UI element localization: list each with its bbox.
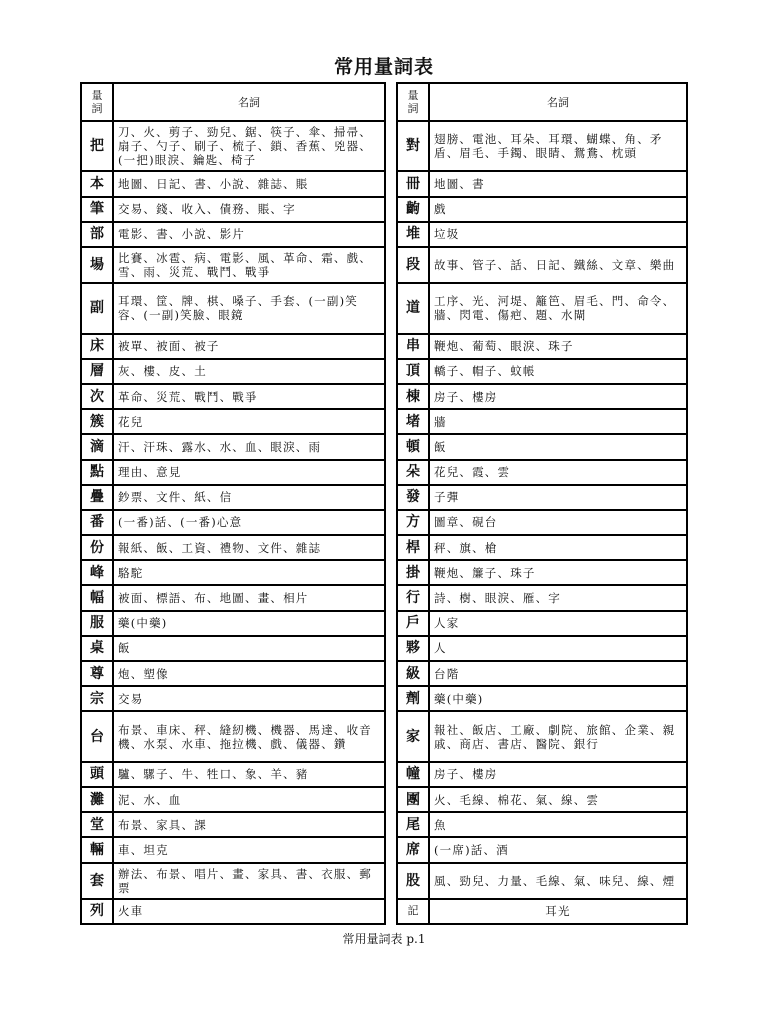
nouns-cell: 人家 bbox=[429, 611, 687, 636]
header-measure-word: 量 詞 bbox=[397, 83, 429, 121]
measure-word-cell: 本 bbox=[81, 171, 113, 196]
measure-word-cell: 發 bbox=[397, 485, 429, 510]
table-row bbox=[81, 359, 385, 384]
measure-word-cell: 齣 bbox=[397, 197, 429, 222]
measure-word-cell: 段 bbox=[397, 247, 429, 283]
measure-word-cell: 峰 bbox=[81, 560, 113, 585]
measure-word-cell: 道 bbox=[397, 283, 429, 333]
measure-word-cell: 灘 bbox=[81, 787, 113, 812]
nouns-cell: 汗、汗珠、露水、水、血、眼淚、雨 bbox=[113, 434, 385, 459]
measure-word-cell: 家 bbox=[397, 711, 429, 761]
table-row bbox=[397, 485, 687, 510]
measure-word-cell: 滴 bbox=[81, 434, 113, 459]
table-row bbox=[81, 560, 385, 585]
table-row bbox=[397, 359, 687, 384]
measure-word-table-left bbox=[80, 82, 386, 925]
measure-word-cell: 桌 bbox=[81, 636, 113, 661]
nouns-cell: 藥(中藥) bbox=[113, 611, 385, 636]
table-row bbox=[81, 787, 385, 812]
measure-word-tables bbox=[80, 82, 688, 925]
table-row bbox=[397, 434, 687, 459]
nouns-cell: 飯 bbox=[113, 636, 385, 661]
table-row bbox=[397, 661, 687, 686]
measure-word-cell: 冊 bbox=[397, 171, 429, 196]
table-row bbox=[397, 460, 687, 485]
nouns-cell: 報紙、飯、工資、禮物、文件、雜誌 bbox=[113, 535, 385, 560]
header-nouns: 名詞 bbox=[429, 83, 687, 121]
nouns-cell: 布景、家具、課 bbox=[113, 812, 385, 837]
table-row bbox=[397, 334, 687, 359]
table-row bbox=[397, 247, 687, 283]
nouns-cell: 革命、災荒、戰鬥、戰爭 bbox=[113, 384, 385, 409]
nouns-cell: 圖章、硯台 bbox=[429, 510, 687, 535]
measure-word-cell: 掛 bbox=[397, 560, 429, 585]
nouns-cell: 泥、水、血 bbox=[113, 787, 385, 812]
nouns-cell: 詩、樹、眼淚、雁、字 bbox=[429, 585, 687, 610]
measure-word-cell: 記 bbox=[397, 899, 429, 924]
table-row bbox=[397, 686, 687, 711]
nouns-cell: (一番)話、(一番)心意 bbox=[113, 510, 385, 535]
table-row bbox=[81, 460, 385, 485]
nouns-cell: 花兒、霞、雲 bbox=[429, 460, 687, 485]
nouns-cell: 人 bbox=[429, 636, 687, 661]
table-row bbox=[81, 409, 385, 434]
nouns-cell: 火、毛線、棉花、氣、線、雲 bbox=[429, 787, 687, 812]
measure-word-cell: 堵 bbox=[397, 409, 429, 434]
table-row bbox=[81, 837, 385, 862]
measure-word-cell: 簇 bbox=[81, 409, 113, 434]
measure-word-cell: 棟 bbox=[397, 384, 429, 409]
table-row bbox=[81, 863, 385, 899]
table-row bbox=[397, 787, 687, 812]
nouns-cell: 戲 bbox=[429, 197, 687, 222]
nouns-cell: 駱駝 bbox=[113, 560, 385, 585]
measure-word-cell: 堆 bbox=[397, 222, 429, 247]
table-row bbox=[81, 711, 385, 761]
table-row bbox=[81, 384, 385, 409]
table-row bbox=[397, 762, 687, 787]
page-title: 常用量詞表 bbox=[333, 56, 434, 78]
table-row bbox=[81, 636, 385, 661]
measure-word-cell: 串 bbox=[397, 334, 429, 359]
measure-word-cell: 團 bbox=[397, 787, 429, 812]
table-row bbox=[397, 560, 687, 585]
table-row bbox=[397, 611, 687, 636]
table-row bbox=[81, 611, 385, 636]
table-row bbox=[81, 510, 385, 535]
table-row bbox=[81, 283, 385, 333]
nouns-cell: 工序、光、河堤、籬笆、眉毛、門、命令、牆、閃電、傷疤、題、水閘 bbox=[429, 283, 687, 333]
nouns-cell: 房子、樓房 bbox=[429, 384, 687, 409]
nouns-cell: 車、坦克 bbox=[113, 837, 385, 862]
table-row bbox=[397, 585, 687, 610]
measure-word-cell: 尊 bbox=[81, 661, 113, 686]
measure-word-cell: 份 bbox=[81, 535, 113, 560]
nouns-cell: 地圖、日記、書、小說、雜誌、賬 bbox=[113, 171, 385, 196]
nouns-cell: 房子、樓房 bbox=[429, 762, 687, 787]
table-row bbox=[81, 899, 385, 924]
measure-word-cell: 列 bbox=[81, 899, 113, 924]
table-row bbox=[397, 899, 687, 924]
table-row bbox=[81, 171, 385, 196]
nouns-cell: 被面、標語、布、地圖、畫、相片 bbox=[113, 585, 385, 610]
measure-word-cell: 幢 bbox=[397, 762, 429, 787]
table-row bbox=[397, 121, 687, 171]
table-row bbox=[81, 485, 385, 510]
measure-word-cell: 輛 bbox=[81, 837, 113, 862]
nouns-cell: 報社、飯店、工廠、劇院、旅館、企業、親戚、商店、書店、醫院、銀行 bbox=[429, 711, 687, 761]
table-row bbox=[397, 283, 687, 333]
measure-word-cell: 宗 bbox=[81, 686, 113, 711]
nouns-cell: 鞭炮、簾子、珠子 bbox=[429, 560, 687, 585]
nouns-cell: 交易、錢、收入、債務、賬、字 bbox=[113, 197, 385, 222]
nouns-cell: 鈔票、文件、紙、信 bbox=[113, 485, 385, 510]
measure-word-cell: 層 bbox=[81, 359, 113, 384]
nouns-cell: 魚 bbox=[429, 812, 687, 837]
measure-word-cell: 頓 bbox=[397, 434, 429, 459]
measure-word-cell: 桿 bbox=[397, 535, 429, 560]
nouns-cell: 驢、騾子、牛、牲口、象、羊、豬 bbox=[113, 762, 385, 787]
measure-word-cell: 套 bbox=[81, 863, 113, 899]
nouns-cell: 灰、樓、皮、土 bbox=[113, 359, 385, 384]
table-row bbox=[81, 585, 385, 610]
measure-word-cell: 方 bbox=[397, 510, 429, 535]
measure-word-cell: 戶 bbox=[397, 611, 429, 636]
table-row bbox=[81, 247, 385, 283]
nouns-cell: 電影、書、小說、影片 bbox=[113, 222, 385, 247]
measure-word-cell: 頭 bbox=[81, 762, 113, 787]
nouns-cell: 翅膀、電池、耳朵、耳環、蝴蝶、角、矛盾、眉毛、手鐲、眼睛、鴛鴦、枕頭 bbox=[429, 121, 687, 171]
measure-word-cell: 場 bbox=[81, 247, 113, 283]
nouns-cell: 飯 bbox=[429, 434, 687, 459]
measure-word-cell: 劑 bbox=[397, 686, 429, 711]
table-row bbox=[81, 661, 385, 686]
nouns-cell: 垃圾 bbox=[429, 222, 687, 247]
measure-word-cell: 部 bbox=[81, 222, 113, 247]
nouns-cell: 台階 bbox=[429, 661, 687, 686]
measure-word-cell: 尾 bbox=[397, 812, 429, 837]
nouns-cell: 子彈 bbox=[429, 485, 687, 510]
measure-word-cell: 行 bbox=[397, 585, 429, 610]
table-row bbox=[397, 535, 687, 560]
table-row bbox=[81, 812, 385, 837]
measure-word-cell: 次 bbox=[81, 384, 113, 409]
table-row bbox=[397, 812, 687, 837]
table-row bbox=[397, 837, 687, 862]
nouns-cell: 秤、旗、槍 bbox=[429, 535, 687, 560]
nouns-cell: 理由、意見 bbox=[113, 460, 385, 485]
table-row bbox=[397, 171, 687, 196]
measure-word-cell: 幅 bbox=[81, 585, 113, 610]
nouns-cell: 被單、被面、被子 bbox=[113, 334, 385, 359]
table-row bbox=[81, 434, 385, 459]
measure-word-cell: 頂 bbox=[397, 359, 429, 384]
table-row bbox=[81, 197, 385, 222]
measure-word-cell: 疊 bbox=[81, 485, 113, 510]
nouns-cell: 辦法、布景、唱片、畫、家具、書、衣服、郵票 bbox=[113, 863, 385, 899]
measure-word-cell: 床 bbox=[81, 334, 113, 359]
nouns-cell: 比賽、冰雹、病、電影、風、革命、霜、戲、雪、雨、災荒、戰鬥、戰爭 bbox=[113, 247, 385, 283]
table-row bbox=[397, 197, 687, 222]
nouns-cell: 藥(中藥) bbox=[429, 686, 687, 711]
table-header-row bbox=[81, 83, 385, 121]
measure-word-cell: 台 bbox=[81, 711, 113, 761]
nouns-cell: 風、勁兒、力量、毛線、氣、味兒、線、煙 bbox=[429, 863, 687, 899]
measure-word-table-right bbox=[396, 82, 688, 925]
table-row bbox=[81, 222, 385, 247]
measure-word-cell: 股 bbox=[397, 863, 429, 899]
table-row bbox=[81, 686, 385, 711]
table-row bbox=[81, 762, 385, 787]
nouns-cell: 火車 bbox=[113, 899, 385, 924]
measure-word-cell: 把 bbox=[81, 121, 113, 171]
table-header-row bbox=[397, 83, 687, 121]
measure-word-cell: 朵 bbox=[397, 460, 429, 485]
table-row bbox=[397, 384, 687, 409]
table-row bbox=[397, 711, 687, 761]
page-footer: 常用量詞表 p.1 bbox=[342, 932, 426, 946]
nouns-cell: 耳環、筐、牌、棋、嗓子、手套、(一副)笑容、(一副)笑臉、眼鏡 bbox=[113, 283, 385, 333]
table-row bbox=[397, 510, 687, 535]
table-row bbox=[81, 121, 385, 171]
table-row bbox=[397, 636, 687, 661]
measure-word-cell: 副 bbox=[81, 283, 113, 333]
nouns-cell: 炮、塑像 bbox=[113, 661, 385, 686]
measure-word-cell: 堂 bbox=[81, 812, 113, 837]
measure-word-cell: 席 bbox=[397, 837, 429, 862]
nouns-cell: 交易 bbox=[113, 686, 385, 711]
measure-word-cell: 級 bbox=[397, 661, 429, 686]
measure-word-cell: 筆 bbox=[81, 197, 113, 222]
nouns-cell: (一席)話、酒 bbox=[429, 837, 687, 862]
measure-word-cell: 番 bbox=[81, 510, 113, 535]
table-row bbox=[81, 334, 385, 359]
nouns-cell: 花兒 bbox=[113, 409, 385, 434]
nouns-cell: 牆 bbox=[429, 409, 687, 434]
table-row bbox=[397, 409, 687, 434]
nouns-cell: 轎子、帽子、蚊帳 bbox=[429, 359, 687, 384]
table-row bbox=[397, 222, 687, 247]
measure-word-cell: 夥 bbox=[397, 636, 429, 661]
measure-word-cell: 點 bbox=[81, 460, 113, 485]
nouns-cell: 鞭炮、葡萄、眼淚、珠子 bbox=[429, 334, 687, 359]
nouns-cell: 故事、管子、話、日記、鐵絲、文章、樂曲 bbox=[429, 247, 687, 283]
nouns-cell: 布景、車床、秤、縫紉機、機器、馬達、收音機、水泵、水車、拖拉機、戲、儀器、鑽 bbox=[113, 711, 385, 761]
header-measure-word: 量 詞 bbox=[81, 83, 113, 121]
nouns-cell: 刀、火、剪子、勁兒、鋸、筷子、傘、掃帚、扇子、勺子、刷子、梳子、鎖、香蕉、兇器、(一把)眼淚、鑰匙、椅子 bbox=[113, 121, 385, 171]
table-row bbox=[81, 535, 385, 560]
measure-word-cell: 服 bbox=[81, 611, 113, 636]
nouns-cell: 耳光 bbox=[429, 899, 687, 924]
nouns-cell: 地圖、書 bbox=[429, 171, 687, 196]
measure-word-cell: 對 bbox=[397, 121, 429, 171]
table-row bbox=[397, 863, 687, 899]
header-nouns: 名詞 bbox=[113, 83, 385, 121]
